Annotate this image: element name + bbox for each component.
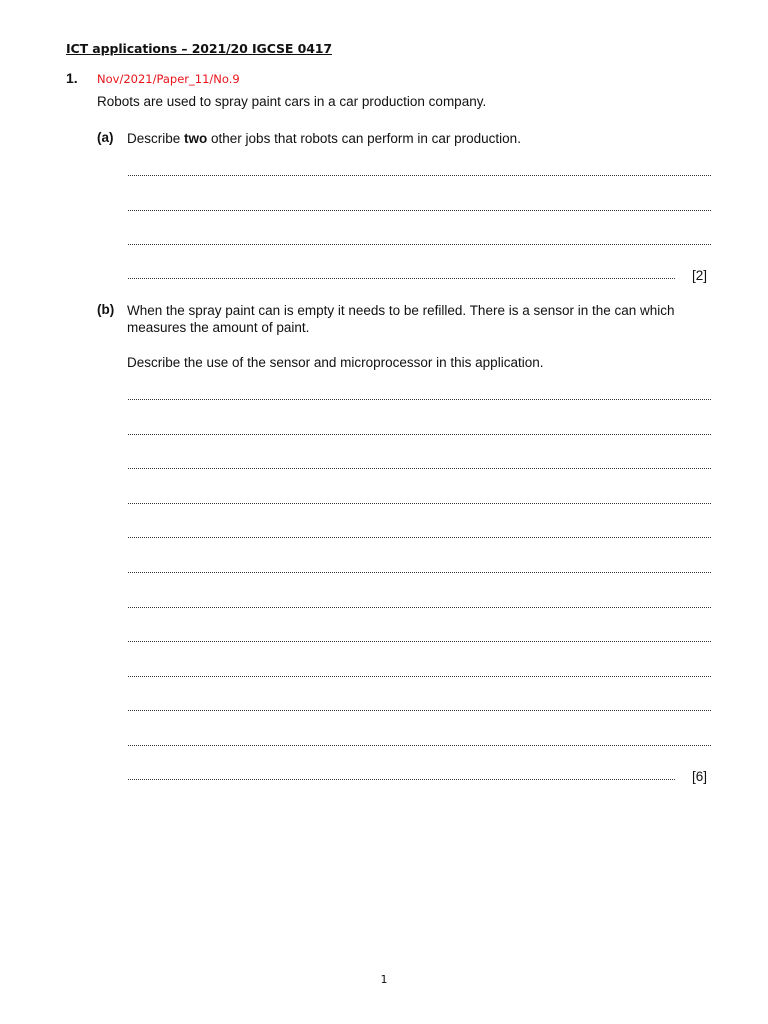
answer-line-a-4[interactable] [128, 278, 675, 279]
part-a-marks: [2] [692, 268, 708, 283]
answer-line-b-1[interactable] [128, 399, 711, 400]
part-b-instruction: Describe the use of the sensor and microprocessor in this application. [127, 355, 544, 370]
part-b-marks: [6] [692, 769, 708, 784]
answer-line-b-2[interactable] [128, 434, 711, 435]
answer-line-b-8[interactable] [128, 641, 711, 642]
answer-line-a-2[interactable] [128, 210, 711, 211]
part-a-text-bold: two [184, 131, 208, 146]
answer-line-b-6[interactable] [128, 572, 711, 573]
answer-line-b-7[interactable] [128, 607, 711, 608]
page-number: 1 [380, 973, 388, 986]
answer-line-a-3[interactable] [128, 244, 711, 245]
answer-line-b-11[interactable] [128, 745, 711, 746]
answer-line-b-10[interactable] [128, 710, 711, 711]
part-a-text-after: other jobs that robots can perform in car production. [207, 131, 521, 146]
question-stem: Robots are used to spray paint cars in a car production company. [97, 94, 487, 109]
page-header: ICT applications – 2021/20 IGCSE 0417 [66, 41, 332, 56]
part-b-label: (b) [97, 302, 115, 317]
question-source: Nov/2021/Paper_11/No.9 [97, 72, 240, 86]
answer-line-b-3[interactable] [128, 468, 711, 469]
answer-line-b-5[interactable] [128, 537, 711, 538]
answer-line-a-1[interactable] [128, 175, 711, 176]
answer-line-b-9[interactable] [128, 676, 711, 677]
part-a-text [127, 130, 717, 147]
part-b-text: When the spray paint can is empty it needs to be refilled. There is a sensor in the can which measures the amount of paint. [127, 303, 675, 335]
part-a-label: (a) [97, 130, 114, 145]
question-number: 1. [66, 70, 78, 86]
part-a-text-before: Describe [127, 131, 185, 146]
answer-line-b-12[interactable] [128, 779, 675, 780]
answer-line-b-4[interactable] [128, 503, 711, 504]
